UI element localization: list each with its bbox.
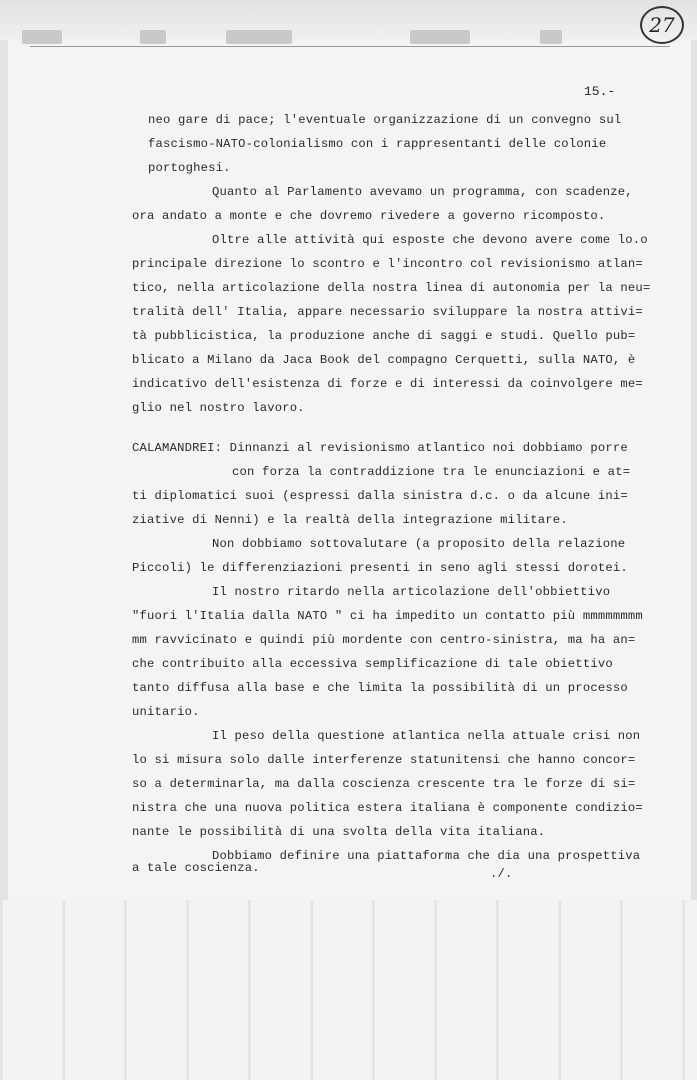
text-line: portoghesi. [148,161,231,175]
text-line: Il peso della questione atlantica nella attuale crisi non [212,729,641,743]
text-line: Quanto al Parlamento avevamo un programma, con scadenze, [212,185,633,199]
text-line: Oltre alle attività qui esposte che devono avere come lo.o [212,233,648,247]
bottom-scan-band [0,900,697,1080]
text-line: fascismo-NATO-colonialismo con i rappresentanti delle colonie [148,137,607,151]
top-rule [30,46,670,47]
text-line: tanto diffusa alla base e che limita la possibilità di un processo [132,681,628,695]
text-line: Piccoli) le differenziazioni presenti in seno agli stessi dorotei. [132,561,628,575]
text-line: indicativo dell'esistenza di forze e di interessi da coinvolgere me= [132,377,643,391]
scan-left-edge [0,40,8,900]
text-line: nante le possibilità di una svolta della vita italiana. [132,825,546,839]
text-line: glio nel nostro lavoro. [132,401,305,415]
binder-mark [226,30,292,44]
text-line: lo si misura solo dalle interferenze statunitensi che hanno concor= [132,753,636,767]
text-line: ora andato a monte e che dovremo rivedere a governo ricomposto. [132,209,606,223]
scan-right-edge [691,40,697,900]
text-line: ziative di Nenni) e la realtà della integrazione militare. [132,513,568,527]
binder-mark [540,30,562,44]
text-line: principale direzione lo scontro e l'incontro col revisionismo atlan= [132,257,643,271]
text-line: a tale coscienza. [132,861,260,875]
text-line: neo gare di pace; l'eventuale organizzazione di un convegno sul [148,113,622,127]
closing-mark: ./. [490,867,513,881]
top-scan-strip [0,0,697,40]
stamp-number: 27 [649,13,675,37]
text-line: so a determinarla, ma dalla coscienza crescente tra le forze di si= [132,777,636,791]
text-line: Non dobbiamo sottovalutare (a proposito della relazione [212,537,626,551]
text-line: con forza la contraddizione tra le enunciazioni e at= [232,465,631,479]
text-line: tralità dell' Italia, appare necessario sviluppare la nostra attivi= [132,305,643,319]
binder-mark [22,30,62,44]
text-line: mm ravvicinato e quindi più mordente con centro-sinistra, ma ha an= [132,633,636,647]
binder-mark [140,30,166,44]
text-line: CALAMANDREI: Dinnanzi al revisionismo atlantico noi dobbiamo porre [132,441,628,455]
text-line: blicato a Milano da Jaca Book del compagno Cerquetti, sulla NATO, è [132,353,636,367]
text-line: Il nostro ritardo nella articolazione dell'obbiettivo [212,585,611,599]
binder-mark [410,30,470,44]
text-line: "fuori l'Italia dalla NATO " ci ha impedito un contatto più mmmmmmmm [132,609,643,623]
text-line: ti diplomatici suoi (espressi dalla sinistra d.c. o da alcune ini= [132,489,628,503]
text-line: che contribuito alla eccessiva semplificazione di tale obiettivo [132,657,613,671]
page-number: 15.- [584,84,616,99]
text-line: tà pubblicistica, la produzione anche di saggi e studi. Quello pub= [132,329,636,343]
text-line: Dobbiamo definire una piattaforma che dia una prospettiva [212,849,641,863]
page-stamp [640,6,684,44]
text-line: tico, nella articolazione della nostra linea di autonomia per la neu= [132,281,651,295]
text-line: nistra che una nuova politica estera italiana è componente condizio= [132,801,643,815]
text-line: unitario. [132,705,200,719]
